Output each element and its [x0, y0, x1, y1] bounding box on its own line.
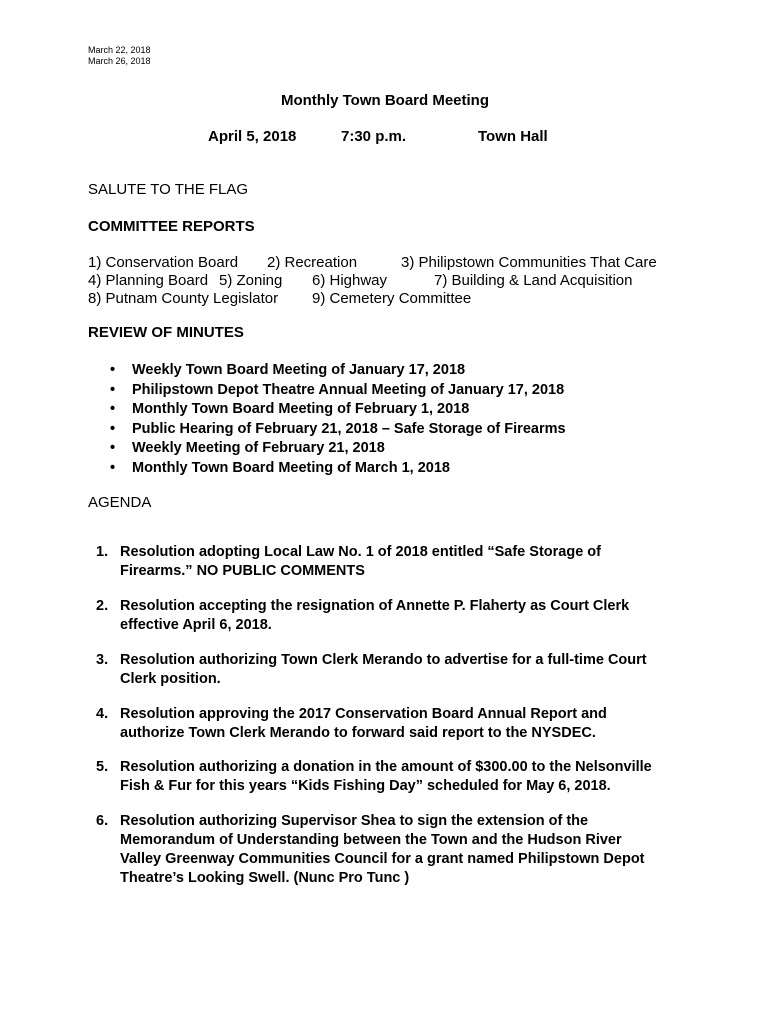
- agenda-line: Valley Greenway Communities Council for a grant named Philipstown Depot: [120, 851, 645, 867]
- agenda-line: Clerk position.: [120, 671, 221, 687]
- meeting-time: 7:30 p.m.: [341, 128, 407, 145]
- agenda-line: Firearms.” NO PUBLIC COMMENTS: [120, 563, 365, 579]
- agenda-line: Resolution authorizing Town Clerk Merando to advertise for a full-time Court: [120, 652, 647, 668]
- agenda-item-number: 1.: [96, 544, 109, 560]
- committee-item: 5) Zoning: [219, 272, 283, 289]
- agenda-line: Resolution adopting Local Law No. 1 of 2018 entitled “Safe Storage of: [120, 544, 601, 560]
- date-stamp-1: March 22, 2018: [88, 45, 151, 55]
- agenda-item-number: 5.: [96, 759, 109, 775]
- agenda-item-text: [120, 705, 690, 743]
- agenda-item-text: [120, 597, 690, 635]
- agenda-item-number: 3.: [96, 652, 109, 668]
- agenda-line: Resolution accepting the resignation of Annette P. Flaherty as Court Clerk: [120, 598, 630, 614]
- list-item: • Weekly Meeting of February 21, 2018: [108, 439, 566, 459]
- list-item: • Monthly Town Board Meeting of February 1, 2018: [108, 400, 566, 420]
- agenda-line: effective April 6, 2018.: [120, 617, 272, 633]
- agenda-line: Fish & Fur for this years “Kids Fishing Day” scheduled for May 6, 2018.: [120, 778, 611, 794]
- review-minutes-heading: REVIEW OF MINUTES: [88, 324, 244, 341]
- agenda-line: Resolution authorizing Supervisor Shea to sign the extension of the: [120, 813, 589, 829]
- list-item: • Public Hearing of February 21, 2018 – Safe Storage of Firearms: [108, 420, 566, 440]
- committee-item: 7) Building & Land Acquisition: [434, 272, 633, 289]
- agenda-heading: AGENDA: [88, 494, 152, 511]
- committee-item: 1) Conservation Board: [88, 254, 239, 271]
- list-item: • Monthly Town Board Meeting of March 1, 2018: [108, 459, 566, 479]
- list-item: • Philipstown Depot Theatre Annual Meeting of January 17, 2018: [108, 381, 566, 401]
- agenda-item-number: 6.: [96, 813, 109, 829]
- agenda-line: Memorandum of Understanding between the Town and the Hudson River: [120, 832, 622, 848]
- committee-item: 8) Putnam County Legislator: [88, 290, 279, 307]
- agenda-item-number: 4.: [96, 706, 109, 722]
- committee-item: 6) Highway: [312, 272, 388, 289]
- agenda-item-text: [120, 758, 690, 796]
- document-title: Monthly Town Board Meeting: [280, 92, 490, 109]
- agenda-line: Resolution approving the 2017 Conservation Board Annual Report and: [120, 706, 607, 722]
- committee-item: 2) Recreation: [267, 254, 358, 271]
- agenda-item-number: 2.: [96, 598, 109, 614]
- list-item: • Weekly Town Board Meeting of January 17, 2018: [108, 361, 566, 381]
- meeting-location: Town Hall: [478, 128, 548, 145]
- agenda-line: authorize Town Clerk Merando to forward said report to the NYSDEC.: [120, 725, 596, 741]
- committee-item: 4) Planning Board: [88, 272, 209, 289]
- committee-reports-heading: COMMITTEE REPORTS: [88, 218, 255, 235]
- agenda-line: Theatre’s Looking Swell. (Nunc Pro Tunc ): [120, 870, 410, 886]
- salute-heading: SALUTE TO THE FLAG: [88, 181, 249, 198]
- meeting-date: April 5, 2018: [208, 128, 297, 145]
- minutes-list: [108, 361, 566, 479]
- agenda-item-text: [120, 543, 690, 581]
- agenda-item-text: [120, 651, 690, 689]
- date-stamp-2: March 26, 2018: [88, 56, 151, 66]
- committee-item: 9) Cemetery Committee: [312, 290, 472, 307]
- committee-item: 3) Philipstown Communities That Care: [401, 254, 657, 271]
- agenda-line: Resolution authorizing a donation in the amount of $300.00 to the Nelsonville: [120, 759, 652, 775]
- agenda-item-text: [120, 812, 690, 888]
